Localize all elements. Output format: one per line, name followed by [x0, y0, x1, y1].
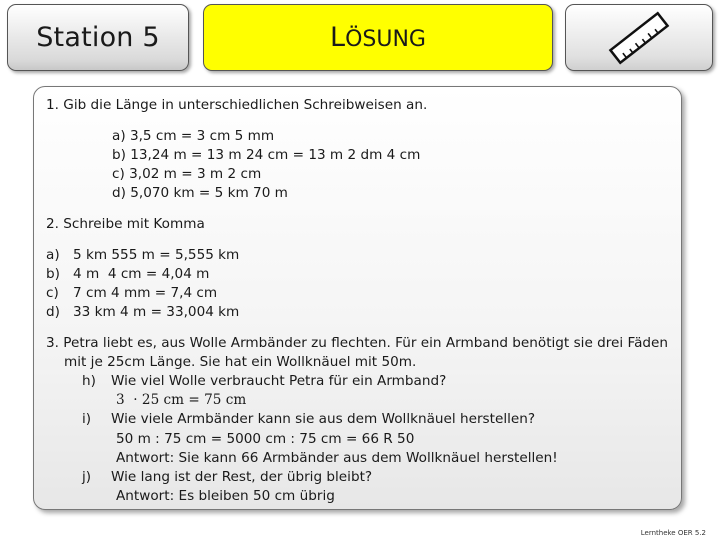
task1-item-a: a) 3,5 cm = 3 cm 5 mm — [112, 128, 275, 144]
task3-heading-line2: mit je 25cm Länge. Sie hat ein Wollknäuel mit 50m. — [64, 354, 417, 370]
solution-title — [330, 22, 426, 53]
task3-item-j-label: j) — [82, 469, 92, 485]
solution-panel — [33, 86, 682, 510]
task2-item-a-label: a) — [46, 247, 60, 263]
task2-item-c-text: 7 cm 4 mm = 7,4 cm — [73, 285, 218, 301]
ruler-icon-box — [565, 4, 713, 71]
task2-item-d-label: d) — [46, 304, 60, 320]
task3-item-j-question: Wie lang ist der Rest, der übrig bleibt? — [111, 469, 373, 485]
task3-item-h-answer: 3 · 25 cm = 75 cm — [116, 392, 247, 408]
task2-item-d-text: 33 km 4 m = 33,004 km — [73, 304, 240, 320]
station-label: Station 5 — [36, 22, 160, 53]
station-label-box — [7, 4, 189, 71]
task3-item-j — [82, 469, 373, 485]
task3-item-i-question: Wie viele Armbänder kann sie aus dem Wollknäuel herstellen? — [111, 411, 536, 427]
ruler-icon — [604, 8, 674, 68]
title-rest: ÖSUNG — [345, 27, 426, 52]
title-first-letter: L — [330, 22, 346, 53]
task2-item-c — [46, 285, 218, 301]
task3-item-h — [82, 373, 447, 389]
task1-item-b: b) 13,24 m = 13 m 24 cm = 13 m 2 dm 4 cm — [112, 147, 421, 163]
task3-item-i — [82, 411, 536, 427]
task2-item-d — [46, 304, 240, 320]
task1-item-c: c) 3,02 m = 3 m 2 cm — [112, 166, 262, 182]
task2-item-b-label: b) — [46, 266, 60, 282]
task3-item-j-answer: Antwort: Es bleiben 50 cm übrig — [116, 488, 335, 504]
task3-item-i-answer: Antwort: Sie kann 66 Armbänder aus dem Wollknäuel herstellen! — [116, 450, 558, 466]
task2-item-a — [46, 247, 240, 263]
task2-heading: 2. Schreibe mit Komma — [46, 216, 205, 232]
task2-item-a-text: 5 km 555 m = 5,555 km — [73, 247, 240, 263]
task3-item-h-label: h) — [82, 373, 96, 389]
task3-item-i-calculation: 50 m : 75 cm = 5000 cm : 75 cm = 66 R 50 — [116, 431, 415, 447]
task3-item-h-question: Wie viel Wolle verbraucht Petra für ein Armband? — [111, 373, 447, 389]
solution-title-box — [203, 4, 553, 71]
task3-heading-line1: 3. Petra liebt es, aus Wolle Armbänder zu flechten. Für ein Armband benötigt sie drei Fäden — [46, 335, 669, 351]
task1-heading: 1. Gib die Länge in unterschiedlichen Schreibweisen an. — [46, 97, 428, 113]
task2-item-c-label: c) — [46, 285, 59, 301]
task3-item-i-label: i) — [82, 411, 92, 427]
task2-item-b-text: 4 m 4 cm = 4,04 m — [73, 266, 210, 282]
footer-label: Lerntheke OER 5.2 — [640, 529, 706, 537]
task2-item-b — [46, 266, 210, 282]
task1-item-d: d) 5,070 km = 5 km 70 m — [112, 185, 288, 201]
